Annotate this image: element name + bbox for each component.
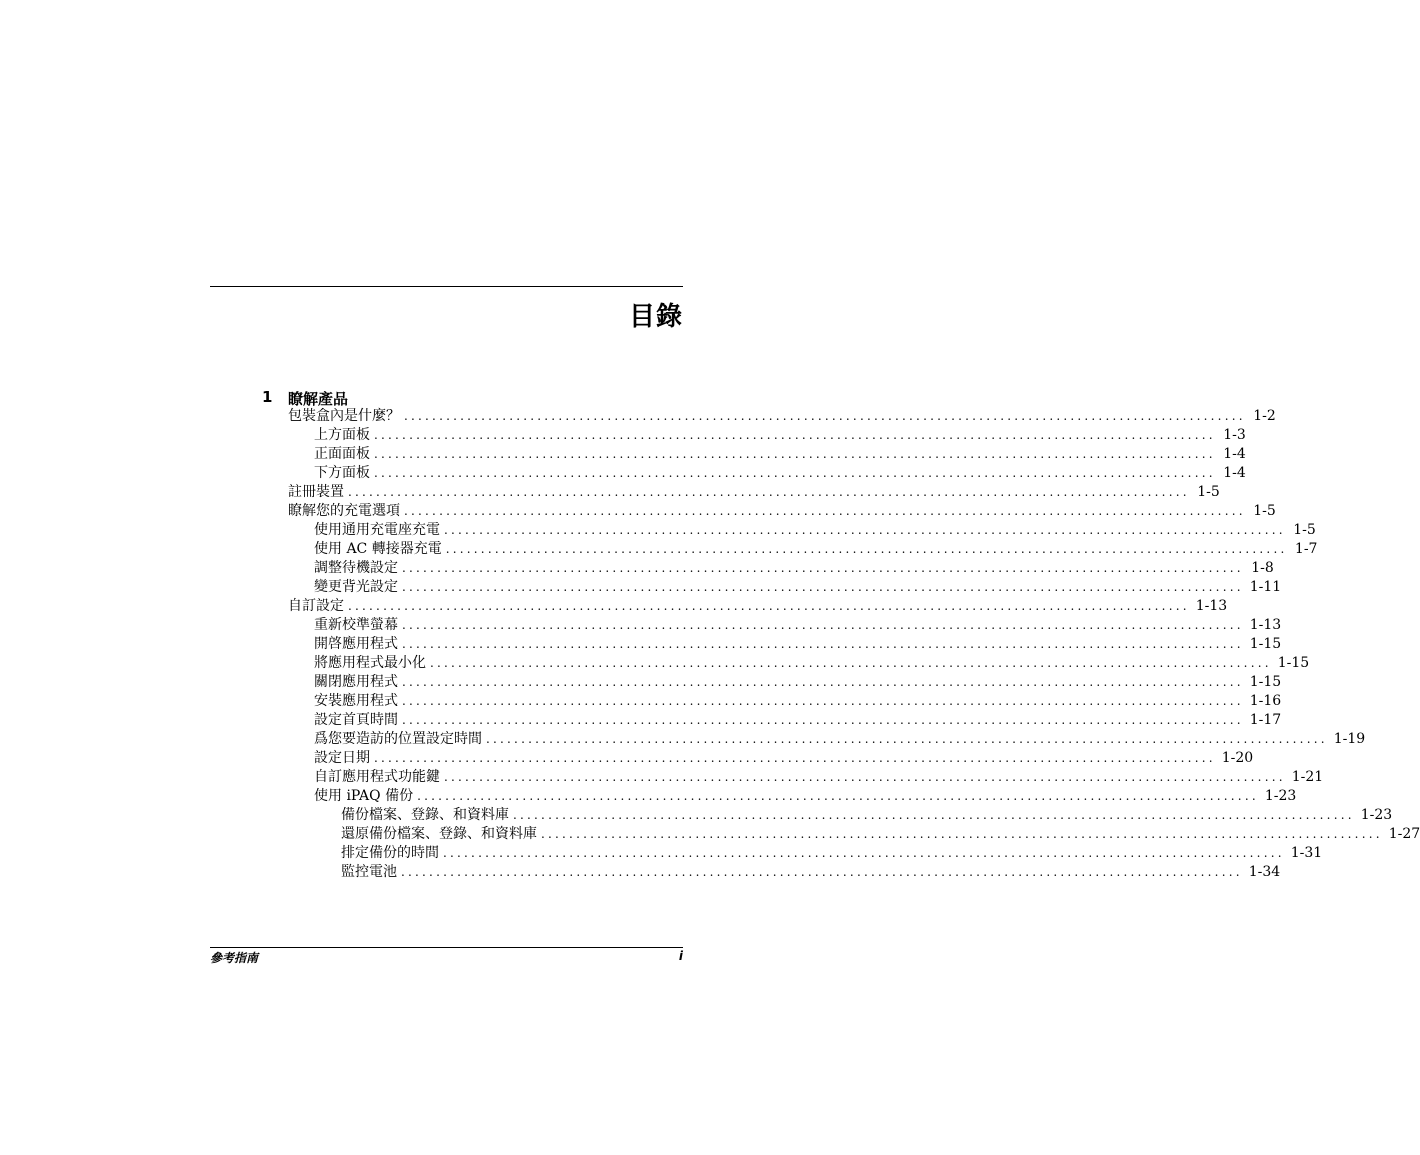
dot-leader: ........................................................................................................................ [402,561,1244,575]
toc-entry-page: 1-11 [1249,579,1282,595]
dot-leader: ........................................................................................................................ [486,732,1328,746]
toc-entry-page: 1-16 [1249,693,1282,709]
toc-entry-page: 1-20 [1221,750,1254,766]
toc-entry-label: 還原備份檔案、登錄、和資料庫 [341,826,537,842]
dot-leader: ........................................................................................................................ [348,485,1190,499]
toc-entry[interactable] [210,502,1276,521]
dot-leader: ........................................................................................................................ [443,846,1285,860]
toc-entry-label: 備份檔案、登錄、和資料庫 [341,807,509,823]
toc-entry-page: 1-27 [1388,826,1420,842]
toc-entry-page: 1-15 [1249,674,1282,690]
dot-leader: ........................................................................................................................ [402,713,1244,727]
toc-entry-label: 變更背光設定 [314,579,398,595]
toc-entry[interactable] [210,844,1323,863]
toc-entry[interactable] [210,616,1282,635]
chapter-title: 瞭解產品 [288,390,349,408]
dot-leader: ........................................................................................................................ [374,428,1216,442]
toc-entry-page: 1-8 [1251,560,1274,576]
toc-entry[interactable] [210,825,1420,844]
toc-entry-page: 1-5 [1253,503,1276,519]
dot-leader: ........................................................................................................................ [417,789,1259,803]
toc-entry[interactable] [210,464,1246,483]
toc-entry[interactable] [210,426,1246,445]
toc-entry[interactable] [210,863,1281,882]
toc-entry-label: 設定首頁時間 [314,712,398,728]
toc-entry-label: 下方面板 [314,465,370,481]
toc-entry-label: 自訂應用程式功能鍵 [314,769,440,785]
footer-page-number: i [678,949,683,963]
dot-leader: ........................................................................................................................ [404,504,1246,518]
toc-entry-label: 註冊裝置 [288,484,344,500]
toc-entry-label: 上方面板 [314,427,370,443]
toc-entry-page: 1-23 [1360,807,1393,823]
toc-entry[interactable] [210,540,1318,559]
toc-entry-label: 包裝盒內是什麼？ [288,408,400,424]
toc-entry-label: 設定日期 [314,750,370,766]
toc-entry-label: 調整待機設定 [314,560,398,576]
toc-entry-page: 1-13 [1195,598,1228,614]
dot-leader: ........................................................................................................................ [374,466,1216,480]
dot-leader: ........................................................................................................................ [444,770,1286,784]
dot-leader: ........................................................................................................................ [541,827,1383,841]
dot-leader: ........................................................................................................................ [513,808,1355,822]
footer-book-title: 參考指南 [210,951,259,965]
toc-entry[interactable] [210,597,1228,616]
toc-entry[interactable] [210,730,1366,749]
page-title: 目錄 [628,302,683,332]
dot-leader: ........................................................................................................................ [402,694,1244,708]
toc-entry-label: 排定備份的時間 [341,845,439,861]
dot-leader: ........................................................................................................................ [444,523,1286,537]
toc-entry-page: 1-4 [1223,465,1246,481]
dot-leader: ........................................................................................................................ [402,637,1244,651]
toc-entry[interactable] [210,483,1220,502]
toc-entry-label: 正面面板 [314,446,370,462]
toc-entry-label: 瞭解您的充電選項 [288,503,400,519]
dot-leader: ........................................................................................................................ [402,580,1244,594]
top-rule [210,286,683,287]
toc-entry-page: 1-7 [1294,541,1318,557]
toc-entry[interactable] [210,711,1282,730]
toc-entry-page: 1-31 [1290,845,1323,861]
toc-entry-label: 使用 AC 轉接器充電 [314,541,442,557]
toc-entry-label: 爲您要造訪的位置設定時間 [314,731,482,747]
toc-entry[interactable] [210,749,1254,768]
toc-entry-label: 關閉應用程式 [314,674,398,690]
toc-entry-page: 1-15 [1277,655,1310,671]
toc-entry-page: 1-4 [1223,446,1246,462]
toc-entry[interactable] [210,806,1393,825]
toc-entry-page: 1-2 [1253,408,1276,424]
dot-leader: ........................................................................................................................ [374,447,1216,461]
toc-entry-page: 1-3 [1223,427,1246,443]
footer-rule [210,947,683,948]
dot-leader: ........................................................................................................................ [401,865,1243,879]
toc-entry[interactable] [210,578,1282,597]
toc-entry-page: 1-23 [1264,788,1297,804]
toc-entry-label: 監控電池 [341,864,397,880]
dot-leader: ........................................................................................................................ [445,542,1288,556]
toc-entry[interactable] [210,768,1324,787]
dot-leader: ........................................................................................................................ [430,656,1272,670]
toc-entry-page: 1-5 [1197,484,1220,500]
toc-entry-page: 1-19 [1333,731,1366,747]
toc-entry-label: 使用 iPAQ 備份 [314,788,414,804]
toc-entry-page: 1-34 [1248,864,1281,880]
toc-entry[interactable] [210,654,1310,673]
dot-leader: ........................................................................................................................ [404,409,1246,423]
toc-entry[interactable] [210,635,1282,654]
toc-entry-label: 安裝應用程式 [314,693,398,709]
toc-entry-label: 使用通用充電座充電 [314,522,440,538]
toc-entry-label: 將應用程式最小化 [314,655,426,671]
toc-entry-page: 1-17 [1249,712,1282,728]
toc-entry-page: 1-15 [1249,636,1282,652]
dot-leader: ........................................................................................................................ [348,599,1190,613]
toc-entry-page: 1-5 [1293,522,1316,538]
toc-entry-label: 重新校準螢幕 [314,617,398,633]
toc-entry-page: 1-21 [1291,769,1324,785]
table-of-contents [210,407,1420,882]
dot-leader: ........................................................................................................................ [374,751,1216,765]
dot-leader: ........................................................................................................................ [402,618,1244,632]
toc-entry[interactable] [210,559,1274,578]
chapter-heading [262,388,683,409]
toc-entry[interactable] [210,407,1276,426]
toc-entry[interactable] [210,692,1282,711]
toc-entry[interactable] [210,445,1246,464]
toc-entry-page: 1-13 [1249,617,1282,633]
toc-entry-label: 自訂設定 [288,598,344,614]
chapter-number: 1 [262,388,273,406]
toc-entry[interactable] [210,673,1282,692]
toc-entry[interactable] [210,787,1297,806]
toc-entry[interactable] [210,521,1316,540]
dot-leader: ........................................................................................................................ [402,675,1244,689]
toc-entry-label: 開啓應用程式 [314,636,398,652]
